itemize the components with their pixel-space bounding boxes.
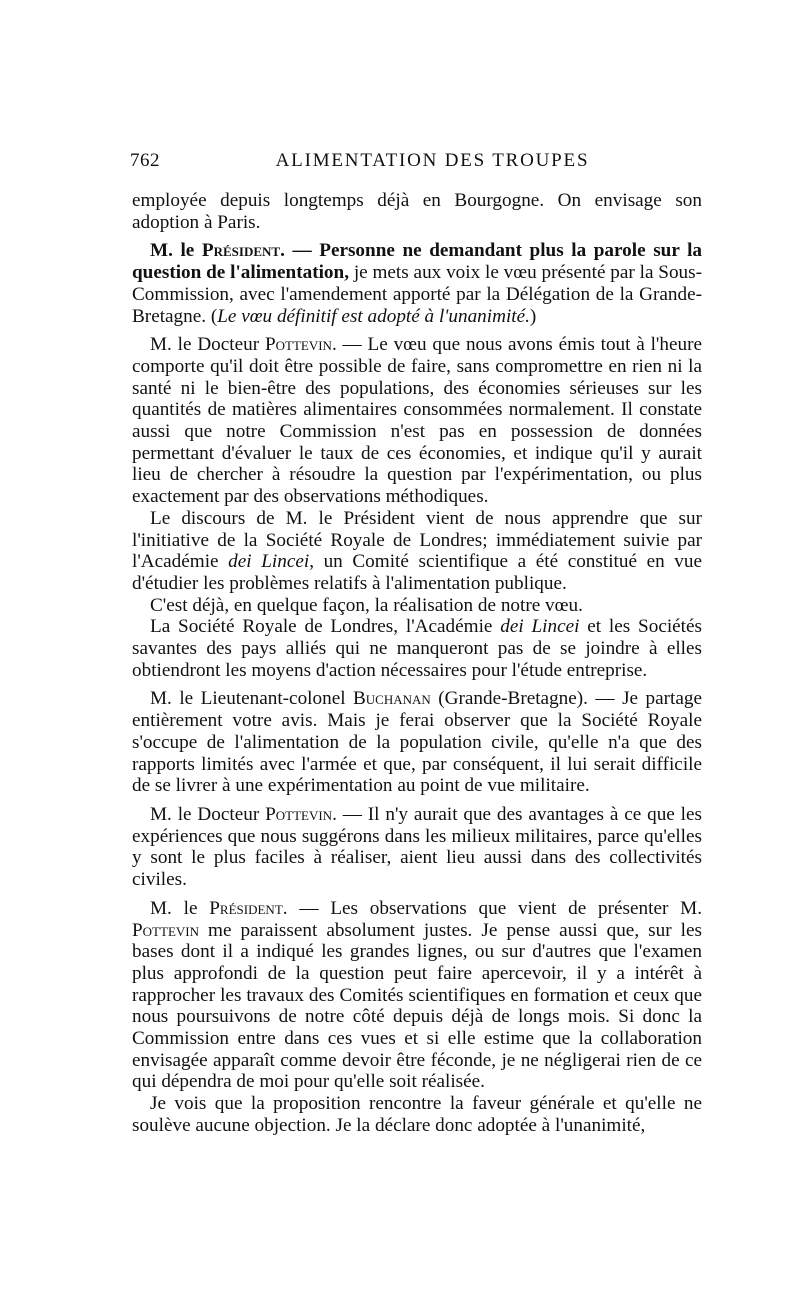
paragraph-text-end: et les Sociétés savantes des pays alliés qui ne manqueront pas de se joindre à elles obtiendront les moyens d'action nécessaires pour l'étude entreprise. (132, 616, 702, 681)
paragraph-text: Le discours de M. le Président vient de nous apprendre que sur l'initiative de la Société Royale de Londres; immédiatement suivie par l'Académie (132, 507, 702, 573)
paragraph-text: (Grande-Bretagne). — Je partage entièrement votre avis. Mais je ferai observer que la Société Royale s'occupe de l'alimentation de la population civile, qu'elle n'a que des rapports limités avec l'armée et que, par conséquent, il lui serait difficile de se livrer à une expérimentation au point de vue militaire. (132, 688, 702, 797)
speaker-prefix: M. le (150, 240, 202, 262)
paragraph (132, 595, 702, 617)
paragraph-text: . — Il n'y aurait que des avantages à ce que les expériences que nous suggérons dans les milieux militaires, parce qu'elles y sont le plus faciles à réaliser, aient lieu aussi dans des collectivités civiles. (132, 803, 702, 891)
speaker-prefix: M. le (150, 897, 210, 919)
paragraph-text-end: me paraissent absolument justes. Je pense aussi que, sur les bases dont il a indiqué les grandes lignes, ou sur d'autres que l'examen plus approfondi de la question peut faire apercevoir, il y a intérêt à rapprocher les travaux des Comités scientifiques en formation et ceux que nous poursuivons de notre côté depuis déjà de longs mois. Si donc la Commission entre dans ces vues et si elle estime que la collaboration envisagée apparaît comme devoir être féconde, je ne négligerai rien de ce qui dépendra de moi pour qu'elle soit réalisée. (132, 919, 702, 1093)
italic-text: dei Lincei (500, 616, 580, 638)
paragraph (132, 190, 702, 233)
paragraph (132, 1093, 702, 1136)
paragraph (132, 804, 702, 891)
paragraph-text: La Société Royale de Londres, l'Académie (150, 616, 501, 638)
paragraph-text: C'est déjà, en quelque façon, la réalisation de notre vœu. (150, 594, 583, 616)
speaker-name: Président (209, 897, 283, 919)
running-title: ALIMENTATION DES TROUPES (275, 150, 590, 171)
paragraph (132, 616, 702, 681)
speaker-name: Buchanan (353, 688, 431, 710)
paragraph-text-end: ) (529, 305, 537, 327)
speaker-name: Président (201, 240, 281, 262)
speaker-prefix: M. le Lieutenant-colonel (150, 688, 353, 710)
paragraph (132, 688, 702, 797)
body-text (132, 190, 702, 1137)
bold-lead: . — Personne ne demandant plus la parole sur la question de l'alimentation, (132, 240, 702, 284)
speaker-name: Pottevin (264, 334, 332, 356)
paragraph (132, 508, 702, 595)
page-number: 762 (130, 150, 160, 171)
italic-text: Le vœu définitif est adopté à l'unanimité. (217, 305, 530, 327)
speaker-prefix: M. le Docteur (150, 334, 265, 356)
person-name: Pottevin (132, 919, 199, 941)
paragraph-text: Je vois que la proposition rencontre la faveur générale et qu'elle ne soulève aucune objection. Je la déclare donc adoptée à l'unanimité, (132, 1093, 702, 1136)
paragraph-text: je mets aux voix le vœu présenté par la Sous-Commission, avec l'amendement apporté par la Délégation de la Grande-Bretagne. ( (132, 262, 702, 327)
paragraph-text: . — Les observations que vient de présenter M. (282, 897, 702, 919)
paragraph-text: . — Le vœu que nous avons émis tout à l'heure comporte qu'il doit être possible de faire, sans compromettre en rien ni la santé ni le bien-être des populations, des économies sérieuses sur les quantités de matières alimentaires consommées normalement. Il constate aussi que notre Commission n'est pas en possession de données permettant d'évaluer le taux de ces économies, et indique qu'il y aurait lieu de chercher à résoudre la question par l'expérimentation, ou plus exactement par des observations méthodiques. (132, 334, 702, 508)
paragraph-text-end: , un Comité scientifique a été constitué en vue d'étudier les problèmes relatifs à l'alimentation publique. (132, 551, 702, 594)
speaker-prefix: M. le Docteur (150, 803, 266, 825)
paragraph (132, 240, 702, 327)
paragraph (132, 898, 702, 1093)
paragraph (132, 334, 702, 508)
speaker-name: Pottevin (265, 803, 333, 825)
running-head (130, 150, 705, 180)
paragraph-text: employée depuis longtemps déjà en Bourgogne. On envisage son adoption à Paris. (132, 190, 702, 233)
italic-text: dei Lincei (228, 551, 310, 573)
